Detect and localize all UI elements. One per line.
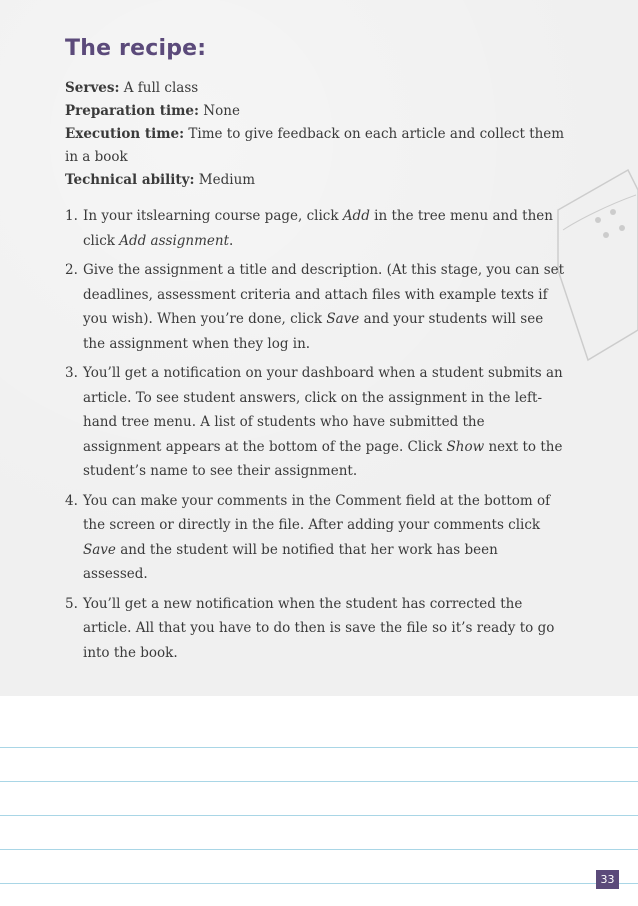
ruled-line <box>0 849 638 850</box>
step-5: 5. You’ll get a new notification when the student has corrected the article. All that you have to do then is save the file so it’s ready to go into the book. <box>65 595 555 661</box>
recipe-meta <box>65 77 565 192</box>
save-highlight: Save <box>326 311 360 327</box>
show-highlight: Show <box>446 438 485 455</box>
step-1: 1. In your itslearning course page, click Add in the tree menu and then click Add assignment. <box>65 208 553 249</box>
page-number: 33 <box>596 870 619 889</box>
meta-technical-ability: Technical ability: Medium <box>65 172 256 188</box>
recipe-content <box>65 36 565 670</box>
add-highlight: Add <box>342 208 370 224</box>
save-highlight: Save <box>83 541 116 558</box>
step-2: 2. Give the assignment a title and description. (At this stage, you can set deadlines, assessment criteria and attach files with example texts if you wish). When you’re done, click Save and your students will see the assignment when they log in. <box>65 262 565 352</box>
page-title: The recipe: <box>65 36 207 61</box>
step-4: 4. You can make your comments in the Comment field at the bottom of the screen or directly in the file. After adding your comments click Save and the student will be notified that her work has been assessed. <box>65 492 551 582</box>
ruled-line <box>0 747 638 748</box>
meta-execution-time: Execution time: Time to give feedback on each article and collect them in a book <box>65 126 565 165</box>
ruled-line <box>0 883 638 884</box>
notes-area <box>0 696 638 906</box>
add-assignment-highlight: Add assignment <box>119 232 230 249</box>
steps-list <box>65 204 565 665</box>
meta-preparation-time: Preparation time: None <box>65 103 240 119</box>
step-3: 3. You’ll get a notification on your dashboard when a student submits an article. To see student answers, click on the assignment in the left-hand tree menu. A list of students who have submitted the assignment appears at the bottom of the page. Click Show next to the student’s name to see their assignment. <box>65 365 563 479</box>
meta-serves: Serves: A full class <box>65 80 199 96</box>
ruled-line <box>0 781 638 782</box>
ruled-line <box>0 815 638 816</box>
